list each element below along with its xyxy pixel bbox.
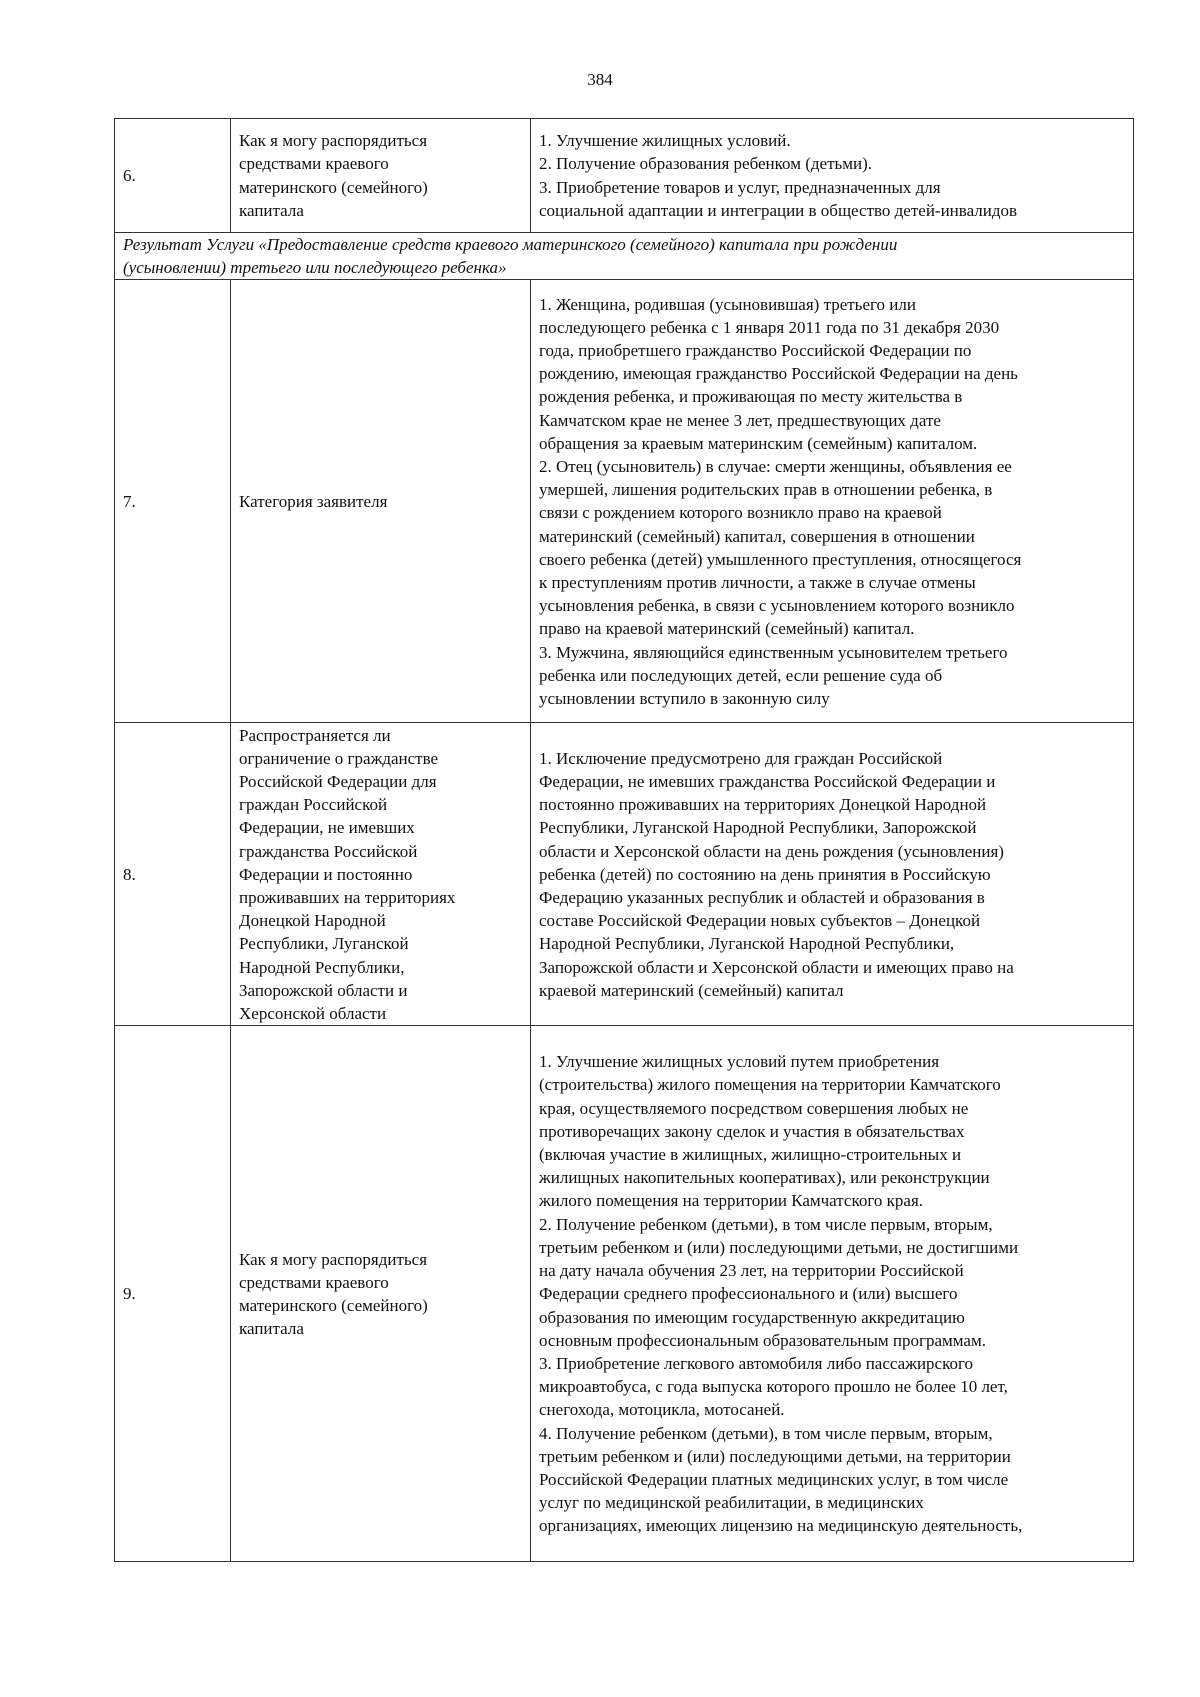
answer-cell-line: право на краевой материнский (семейный) капитал.	[539, 619, 915, 639]
question-cell-line: материнского (семейного)	[239, 177, 428, 197]
info-table	[114, 118, 1134, 1562]
answer-cell-line: снегохода, мотоцикла, мотосаней.	[539, 1400, 785, 1420]
answer-cell-line: Федерации, не имевших гражданства Российской Федерации и	[539, 771, 996, 791]
answer-cell-line: (включая участие в жилищных, жилищно-строительных и	[539, 1145, 962, 1165]
question-cell-line: проживавших на территориях	[239, 888, 456, 907]
answer-cell-line: жилищных накопительных кооперативах), или реконструкции	[539, 1168, 990, 1188]
question-cell-line: граждан Российской	[239, 795, 388, 815]
answer-cell-line: 3. Мужчина, являющийся единственным усыновителем третьего	[539, 642, 1008, 662]
answer-cell-line: края, осуществляемого посредством совершения любых не	[539, 1098, 969, 1118]
answer-cell-line: (строительства) жилого помещения на территории Камчатского	[539, 1075, 1001, 1095]
answer-cell-line: усыновления ребенка, в связи с усыновлением которого возникло	[539, 596, 1015, 616]
answer-cell-line: 2. Отец (усыновитель) в случае: смерти женщины, объявления ее	[539, 457, 1012, 476]
answer-cell-line: области и Херсонской области на день рождения (усыновления)	[539, 841, 1004, 861]
answer-cell-line: Федерацию указанных республик и областей и образования в	[539, 888, 985, 907]
answer-cell-line: социальной адаптации и интеграции в общество детей-инвалидов	[539, 200, 1018, 220]
question-cell-line: Херсонской области	[239, 1004, 387, 1024]
answer-cell-line: третьим ребенком и (или) последующими детьми, на территории	[539, 1446, 1011, 1466]
row-number: 9.	[115, 1026, 231, 1562]
table-row	[115, 1026, 1134, 1562]
row-number: 8.	[115, 723, 231, 1026]
answer-cell-line: составе Российской Федерации новых субъектов – Донецкой	[539, 911, 981, 931]
answer-cell-line: Камчатском крае не менее 3 лет, предшествующих дате	[539, 410, 941, 430]
question-cell	[231, 723, 531, 1026]
question-cell-line: Категория заявителя	[239, 491, 388, 511]
question-cell-line: капитала	[239, 200, 304, 220]
answer-cell-line: Народной Республики, Луганской Народной Республики,	[539, 934, 955, 954]
answer-cell-line: материнский (семейный) капитал, совершения в отношении	[539, 526, 975, 546]
answer-cell-line: 1. Улучшение жилищных условий.	[539, 131, 791, 151]
answer-cell-line: 4. Получение ребенком (детьми), в том числе первым, вторым,	[539, 1423, 993, 1443]
table-row	[115, 119, 1134, 233]
question-cell-line: Народной Республики,	[239, 957, 405, 977]
answer-cell-line: Российской Федерации платных медицинских услуг, в том числе	[539, 1469, 1009, 1489]
answer-cell-line: образования по имеющим государственную аккредитацию	[539, 1307, 965, 1327]
question-cell	[231, 1026, 531, 1562]
answer-cell-line: 3. Приобретение легкового автомобиля либо пассажирского	[539, 1353, 974, 1373]
question-cell-line: капитала	[239, 1319, 304, 1339]
answer-cell-line: 3. Приобретение товаров и услуг, предназначенных для	[539, 177, 941, 197]
result-heading-line: (усыновлении) третьего или последующего ребенка»	[123, 258, 507, 278]
question-cell	[231, 119, 531, 233]
answer-cell-line: 1. Улучшение жилищных условий путем приобретения	[539, 1052, 940, 1072]
answer-cell-line: обращения за краевым материнским (семейным) капиталом.	[539, 433, 978, 453]
answer-cell-line: к преступлениям против личности, а также в случае отмены	[539, 573, 976, 593]
answer-cell-line: противоречащих закону сделок и участия в обязательствах	[539, 1121, 965, 1141]
answer-cell	[531, 119, 1134, 233]
question-cell-line: ограничение о гражданстве	[239, 748, 439, 768]
answer-cell-line: основным профессиональным образовательным программам.	[539, 1330, 986, 1350]
question-cell-line: Как я могу распорядиться	[239, 1249, 428, 1269]
answer-cell-line: Федерации среднего профессионального и (или) высшего	[539, 1284, 958, 1304]
answer-cell-line: ребенка (детей) по состоянию на день принятия в Российскую	[539, 864, 991, 884]
question-cell-line: средствами краевого	[239, 154, 389, 174]
result-row	[115, 233, 1134, 280]
result-heading	[115, 233, 1134, 280]
table-row	[115, 280, 1134, 723]
question-cell-line: средствами краевого	[239, 1272, 389, 1292]
answer-cell-line: постоянно проживавших на территориях Донецкой Народной	[539, 795, 987, 815]
answer-cell-line: 1. Женщина, родившая (усыновившая) третьего или	[539, 294, 916, 314]
answer-cell-line: умершей, лишения родительских прав в отношении ребенка, в	[539, 480, 993, 500]
answer-cell	[531, 723, 1134, 1026]
question-cell-line: материнского (семейного)	[239, 1295, 428, 1315]
answer-cell-line: 2. Получение образования ребенком (детьми).	[539, 154, 873, 174]
row-number: 6.	[115, 119, 231, 233]
answer-cell-line: рождения ребенка, и проживающая по месту жительства в	[539, 387, 963, 407]
answer-cell-line: связи с рождением которого возникло право на краевой	[539, 503, 942, 523]
question-cell	[231, 280, 531, 723]
answer-cell-line: ребенка или последующих детей, если решение суда об	[539, 665, 943, 685]
question-cell-line: Как я могу распорядиться	[239, 131, 428, 151]
question-cell-line: гражданства Российской	[239, 841, 418, 861]
answer-cell-line: третьим ребенком и (или) последующими детьми, не достигшими	[539, 1237, 1019, 1257]
answer-cell-line: усыновлении вступило в законную силу	[539, 689, 830, 709]
result-heading-line: Результат Услуги «Предоставление средств краевого материнского (семейного) капитала при рождении	[123, 235, 898, 254]
answer-cell	[531, 1026, 1134, 1562]
row-number: 7.	[115, 280, 231, 723]
question-cell-line: Республики, Луганской	[239, 934, 409, 954]
answer-cell-line: последующего ребенка с 1 января 2011 года по 31 декабря 2030	[539, 317, 1000, 337]
answer-cell-line: Республики, Луганской Народной Республики, Запорожской	[539, 818, 977, 838]
answer-cell-line: организациях, имеющих лицензию на медицинскую деятельность,	[539, 1516, 1023, 1536]
question-cell-line: Распространяется ли	[239, 725, 391, 745]
answer-cell-line: краевой материнский (семейный) капитал	[539, 980, 844, 1000]
question-cell-line: Запорожской области и	[239, 980, 408, 1000]
table-row	[115, 723, 1134, 1026]
answer-cell-line: рождению, имеющая гражданство Российской Федерации на день	[539, 364, 1018, 384]
answer-cell-line: 1. Исключение предусмотрено для граждан Российской	[539, 748, 943, 768]
answer-cell-line: года, приобретшего гражданство Российской Федерации по	[539, 340, 972, 360]
answer-cell-line: 2. Получение ребенком (детьми), в том числе первым, вторым,	[539, 1214, 993, 1234]
question-cell-line: Федерации и постоянно	[239, 864, 413, 884]
answer-cell-line: услуг по медицинской реабилитации, в медицинских	[539, 1493, 924, 1513]
answer-cell-line: на дату начала обучения 23 лет, на территории Российской	[539, 1261, 964, 1281]
answer-cell-line: Запорожской области и Херсонской области и имеющих право на	[539, 957, 1014, 977]
answer-cell-line: жилого помещения на территории Камчатского края.	[539, 1191, 924, 1211]
question-cell-line: Российской Федерации для	[239, 771, 437, 791]
answer-cell-line: своего ребенка (детей) умышленного преступления, относящегося	[539, 549, 1022, 569]
question-cell-line: Донецкой Народной	[239, 911, 386, 931]
answer-cell	[531, 280, 1134, 723]
question-cell-line: Федерации, не имевших	[239, 818, 415, 838]
answer-cell-line: микроавтобуса, с года выпуска которого прошло не более 10 лет,	[539, 1377, 1008, 1397]
page-number: 384	[587, 70, 613, 89]
